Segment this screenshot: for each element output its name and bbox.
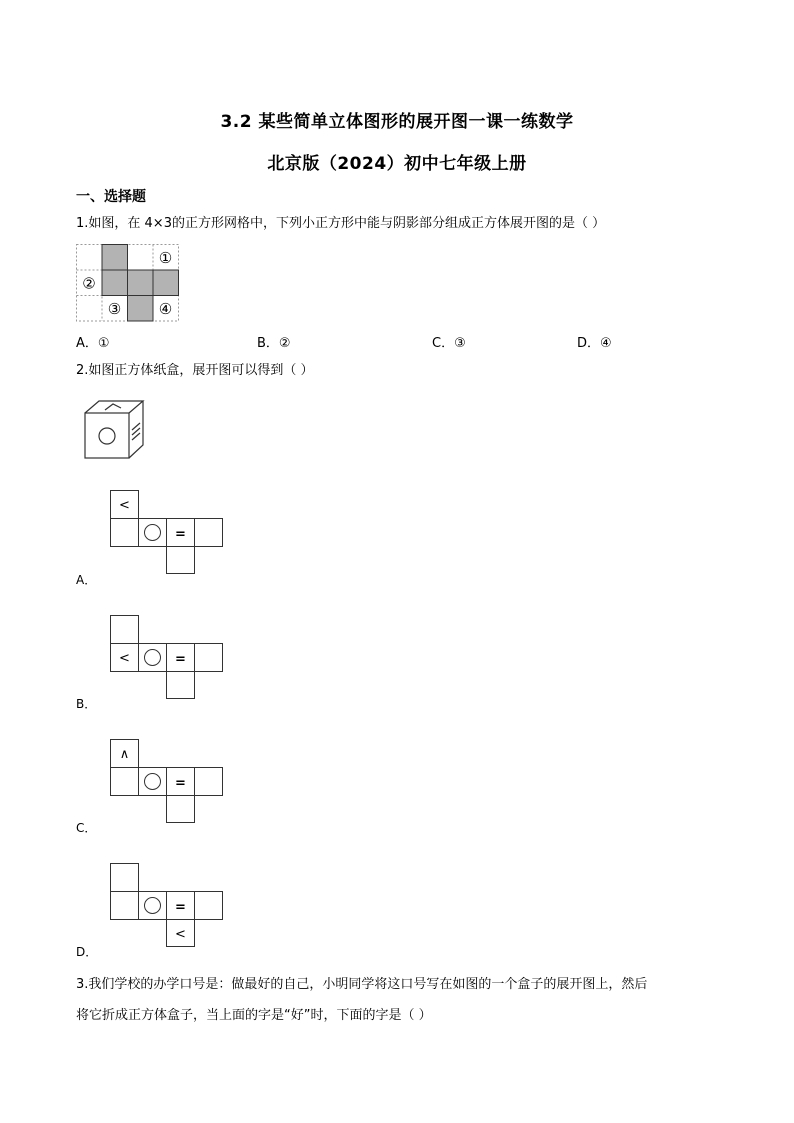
question-3-stem-line-1: 3.我们学校的办学口号是：做最好的自己，小明同学将这口号写在如图的一个盒子的展开图上，然后 [76,977,648,992]
question-3-stem-line-2: 将它折成正方体盒子，当上面的字是“好”时，下面的字是（ ） [76,1008,432,1023]
question-1-stem: 1.如图，在 4×3的正方形网格中，下列小正方形中能与阴影部分组成正方体展开图的是（ ） [76,216,606,231]
option-d-equal-symbol: = [175,900,186,915]
question-1-option-b[interactable]: B．② [257,336,291,351]
grid-label-2: ② [82,274,96,293]
question-2-option-b[interactable]: B． [76,697,97,711]
option-b-angle-symbol: < [119,651,130,666]
question-2-stem: 2.如图正方体纸盒，展开图可以得到（ ） [76,363,314,378]
question-1-option-a[interactable]: A．① [76,336,110,351]
page-title-line-1: 3.2 某些简单立体图形的展开图一课一练数学 [220,112,574,132]
question-1-option-c[interactable]: C．③ [432,336,466,351]
option-a-equal-symbol: = [175,527,186,542]
question-1-grid-figure [76,244,180,322]
question-2-option-a[interactable]: A． [76,573,97,587]
option-d-net [110,863,223,947]
question-1-option-d[interactable]: D．④ [577,336,612,351]
cube-box-figure [83,399,149,461]
grid-label-1: ① [158,249,173,267]
option-d-angle-symbol: < [175,927,186,942]
page-title-line-2: 北京版（2024）初中七年级上册 [267,154,527,174]
option-b-equal-symbol: = [175,652,186,667]
option-c-net [110,739,223,823]
option-c-equal-symbol: = [175,776,186,791]
section-heading: 一、选择题 [76,189,146,205]
grid-label-4: ④ [158,300,173,318]
question-2-option-d[interactable]: D． [76,945,98,959]
grid-label-3: ③ [107,300,122,318]
option-a-angle-symbol: < [119,498,130,513]
option-b-net [110,615,223,699]
question-2-option-c[interactable]: C． [76,821,97,835]
option-a-net [110,490,223,574]
option-c-angle-symbol: ∧ [119,747,130,762]
